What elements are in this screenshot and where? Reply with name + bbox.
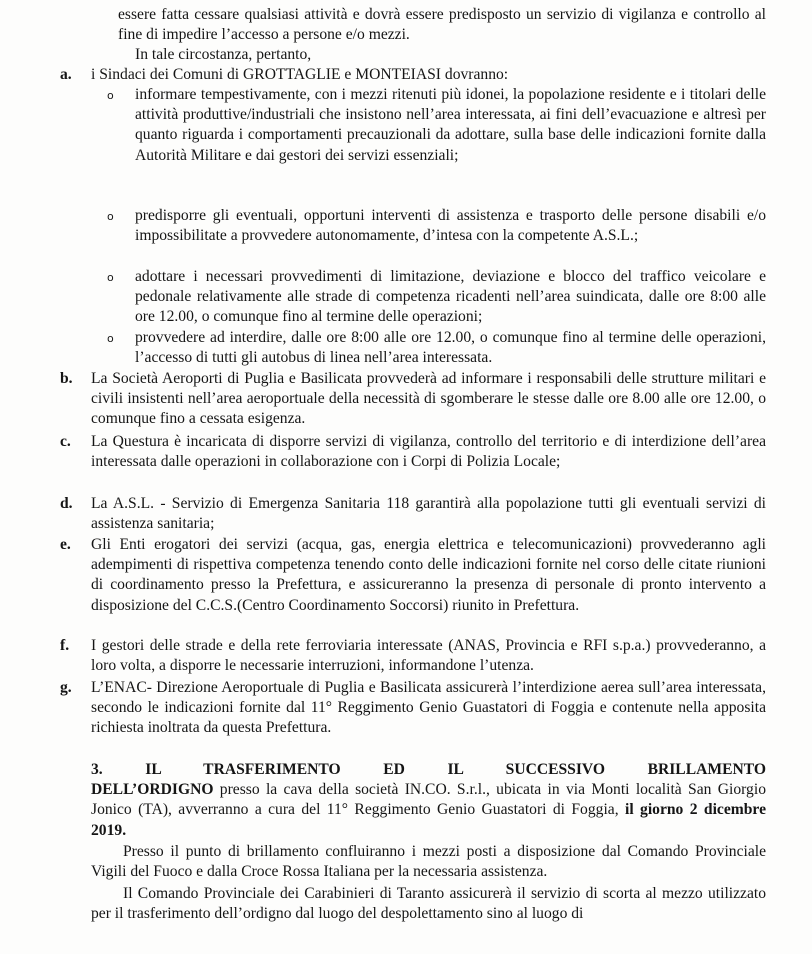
section-3-paragraph	[91, 760, 766, 841]
item-d-label: d.	[60, 495, 73, 512]
item-a-bullet-1: informare tempestivamente, con i mezzi ritenuti più idonei, la popolazione residente e i titolari delle attività produttive/industriali che insistono nell’area interessata, ai fini dell’evacuazione e altresì per quanto riguarda i comportamenti precauzionali da adottare, sulla base delle indicazioni fornite dalla Autorità Militare e dai gestori dei servizi essenziali;	[135, 86, 766, 164]
item-a-bullet-2: predisporre gli eventuali, opportuni interventi di assistenza e trasporto delle persone disabili e/o impossibilitate a provvedere autonomamente, d’intesa con la competente A.S.L.;	[135, 207, 766, 245]
intro-lead: In tale circostanza, pertanto,	[135, 46, 312, 63]
item-d-text: La A.S.L. - Servizio di Emergenza Sanitaria 118 garantirà alla popolazione tutti gli eventuali servizi di assistenza sanitaria;	[91, 495, 766, 533]
bullet-marker: o	[107, 210, 114, 223]
item-f-label: f.	[60, 637, 70, 654]
section-3-para-2: Presso il punto di brillamento confluiranno i mezzi posti a disposizione dal Comando Provinciale Vigili del Fuoco e dalla Croce Rossa Italiana per la necessaria assistenza.	[91, 843, 766, 881]
bullet-marker: o	[107, 332, 114, 345]
item-c-text: La Questura è incaricata di disporre servizi di vigilanza, controllo del territorio e di interdizione dell’area interessata dalle operazioni in collaborazione con i Corpi di Polizia Locale;	[91, 433, 766, 471]
item-a-bullet-3: adottare i necessari provvedimenti di limitazione, deviazione e blocco del traffico veicolare e pedonale relativamente alle strade di competenza ricadenti nell’area suindicata, dalle ore 8:00 alle ore 12.00, o comunque fino al termine delle operazioni;	[135, 268, 766, 326]
bullet-marker: o	[107, 271, 114, 284]
item-b-text: La Società Aeroporti di Puglia e Basilicata provvederà ad informare i responsabili delle strutture militari e civili insistenti nell’area aeroportuale della necessità di sgomberare le stesse dalle ore 8.00 alle ore 12.00, o comunque fino a cessata esigenza.	[91, 370, 766, 428]
intro-continuation: essere fatta cessare qualsiasi attività e dovrà essere predisposto un servizio di vigilanza e controllo al fine di impedire l’accesso a persone e/o mezzi.	[118, 6, 766, 44]
item-e-label: e.	[60, 536, 71, 553]
section-3-text: presso la cava della società IN.CO. S.r.l., ubicata in via Monti località San Giorgio Jonico (TA), avverranno a cura del 11° Reggimento Genio Guastatori di Foggia,	[91, 781, 766, 819]
bullet-marker: o	[107, 89, 114, 102]
section-3-heading: 3. IL TRASFERIMENTO ED IL SUCCESSIVO BRILLAMENTO DELL’ORDIGNO	[91, 761, 766, 799]
item-a-text: i Sindaci dei Comuni di GROTTAGLIE e MONTEIASI dovranno:	[91, 66, 509, 83]
item-g-label: g.	[60, 679, 72, 696]
item-a-bullet-4: provvedere ad interdire, dalle ore 8:00 alle ore 12.00, o comunque fino al termine delle operazioni, l’accesso di tutti gli autobus di linea nell’area interessata.	[135, 329, 766, 367]
item-b-label: b.	[60, 370, 73, 387]
item-g-text: L’ENAC- Direzione Aeroportuale di Puglia e Basilicata assicurerà l’interdizione aerea sull’area interessata, secondo le indicazioni fornite dal 11° Reggimento Genio Guastatori di Foggia e contenute nella apposita richiesta inoltrata da questa Prefettura.	[91, 679, 766, 737]
section-3-date: il giorno 2 dicembre 2019.	[91, 801, 766, 839]
section-3-para-3: Il Comando Provinciale dei Carabinieri di Taranto assicurerà il servizio di scorta al mezzo utilizzato per il trasferimento dell’ordigno dal luogo del despolettamento sino al luogo di	[91, 885, 766, 923]
item-c-label: c.	[60, 433, 71, 450]
item-e-text: Gli Enti erogatori dei servizi (acqua, gas, energia elettrica e telecomunicazioni) provvederanno agli adempimenti di rispettiva competenza tenendo conto delle indicazioni fornite nel corso delle citate riunioni di coordinamento presso la Prefettura, e assicureranno la presenza di personale di pronto intervento a disposizione del C.C.S.(Centro Coordinamento Soccorsi) riunito in Prefettura.	[91, 536, 766, 614]
item-a-label: a.	[60, 66, 72, 83]
item-f-text: I gestori delle strade e della rete ferroviaria interessate (ANAS, Provincia e RFI s.p.a.) provvederanno, a loro volta, a disporre le necessarie interruzioni, informandone l’utenza.	[91, 637, 766, 675]
